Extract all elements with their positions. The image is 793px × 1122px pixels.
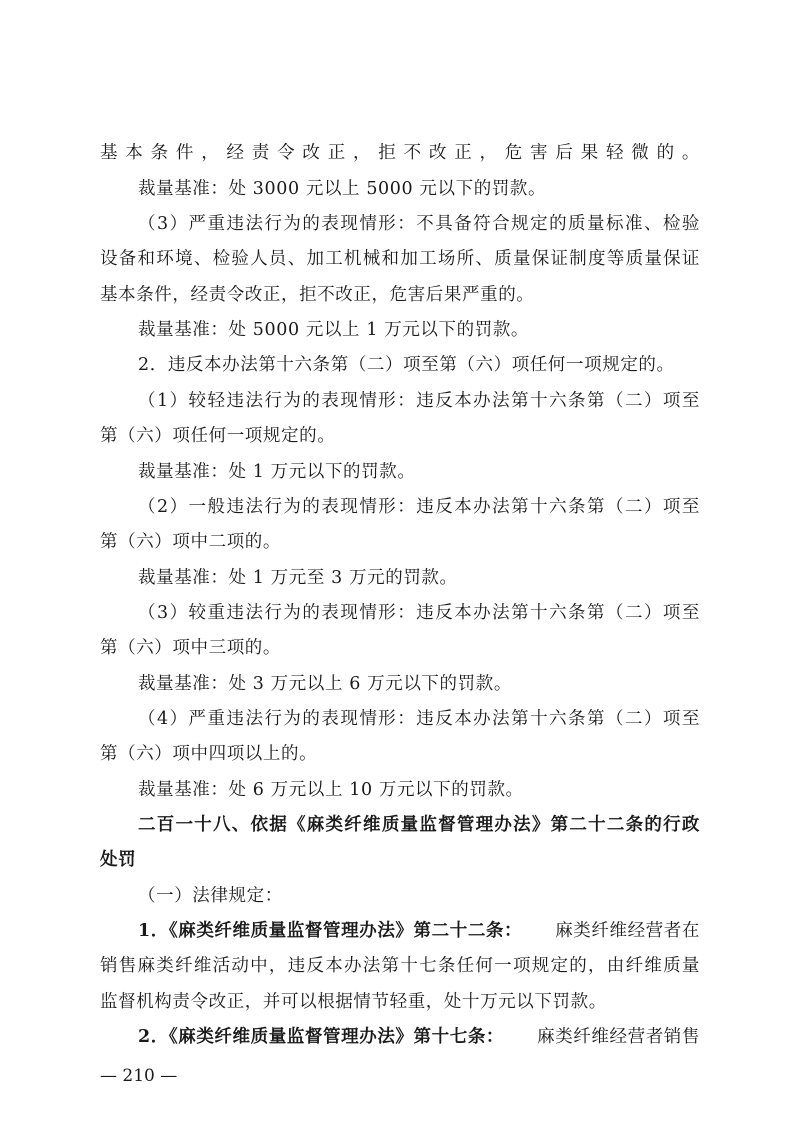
text-line: 第（六）项中三项的。 [100,638,281,658]
page-number: — 210 — [100,1066,178,1086]
text-line: （1）较轻违法行为的表现情形：违反本办法第十六条第（二）项至 [138,391,700,411]
text-line: （一）法律规定： [138,886,283,906]
text-line: 裁量基准：处 1 万元至 3 万元的罚款。 [138,568,458,588]
section-heading-cont: 处罚 [100,850,137,870]
article-text: 麻类纤维经营者销售 [537,1027,700,1047]
article-ref: 1．《麻类纤维质量监督管理办法》第二十二条： [138,921,523,941]
article-ref: 2．《麻类纤维质量监督管理办法》第十七条： [138,1027,505,1047]
text-line: 裁量基准：处 6 万元以上 10 万元以下的罚款。 [138,780,524,800]
text-line: （4）严重违法行为的表现情形：违反本办法第十六条第（二）项至 [138,709,700,729]
text-line: 裁量基准：处 1 万元以下的罚款。 [138,462,416,482]
text-line: （3）严重违法行为的表现情形：不具备符合规定的质量标准、检验 [138,214,700,234]
text-line: 裁量基准：处 3000 元以上 5000 元以下的罚款。 [138,179,547,199]
text-line: 基本条件，经责令改正，拒不改正，危害后果轻微的。 [100,143,700,163]
text-line: 监督机构责令改正，并可以根据情节轻重，处十万元以下罚款。 [100,992,607,1012]
text-line: 裁量基准：处 3 万元以上 6 万元以下的罚款。 [138,674,512,694]
section-heading: 二百一十八、依据《麻类纤维质量监督管理办法》第二十二条的行政 [138,815,700,835]
text-line: 第（六）项任何一项规定的。 [100,426,336,446]
article-text: 麻类纤维经营者在 [555,921,700,941]
text-line: 第（六）项中四项以上的。 [100,744,318,764]
text-line: 裁量基准：处 5000 元以上 1 万元以下的罚款。 [138,320,530,340]
text-line: 销售麻类纤维活动中，违反本办法第十七条任何一项规定的，由纤维质量 [100,956,700,976]
text-line: 2．违反本办法第十六条第（二）项至第（六）项任何一项规定的。 [138,355,675,375]
text-line: 第（六）项中二项的。 [100,532,281,552]
text-line [138,1025,700,1049]
text-line: （2）一般违法行为的表现情形：违反本办法第十六条第（二）项至 [138,497,700,517]
text-line: 设备和环境、检验人员、加工机械和加工场所、质量保证制度等质量保证 [100,249,700,269]
text-line [138,919,700,943]
text-line: 基本条件，经责令改正，拒不改正，危害后果严重的。 [100,285,535,305]
text-line: （3）较重违法行为的表现情形：违反本办法第十六条第（二）项至 [138,603,700,623]
